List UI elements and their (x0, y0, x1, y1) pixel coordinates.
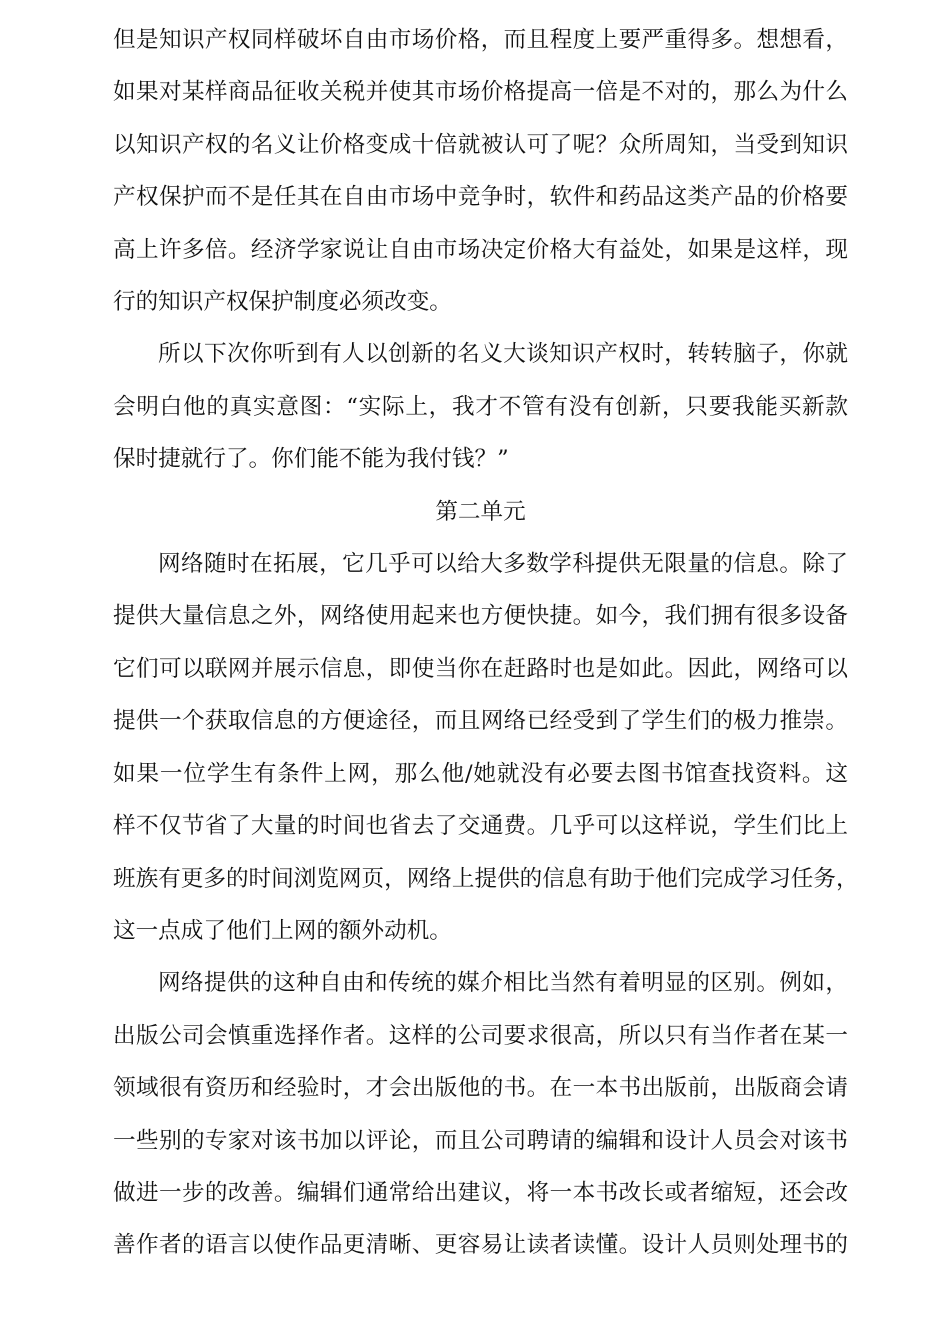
paragraph-publishing (113, 957, 848, 1271)
paragraph-ip-price (113, 14, 848, 328)
text-line: 所以下次你听到有人以创新的名义大谈知识产权时，转转脑子，你就 (158, 341, 848, 368)
paragraph-internet-info (113, 538, 859, 957)
text-line: 会明白他的真实意图：“实际上，我才不管有没有创新，只要我能买新款 (113, 393, 848, 420)
document-body (113, 14, 859, 1272)
text-line: 提供一个获取信息的方便途径，而且网络已经受到了学生们的极力推崇。 (113, 708, 848, 735)
text-line: 高上许多倍。经济学家说让自由市场决定价格大有益处，如果是这样，现 (113, 236, 848, 263)
text-line: 它们可以联网并展示信息，即使当你在赶路时也是如此。因此，网络可以 (113, 655, 848, 682)
paragraph-porsche-quote (113, 328, 848, 485)
text-line: 一些别的专家对该书加以评论，而且公司聘请的编辑和设计人员会对该书 (113, 1127, 848, 1154)
text-line: 以知识产权的名义让价格变成十倍就被认可了呢？众所周知，当受到知识 (113, 131, 848, 158)
text-line: 网络提供的这种自由和传统的媒介相比当然有着明显的区别。例如， (158, 970, 848, 997)
text-line: 善作者的语言以使作品更清晰、更容易让读者读懂。设计人员则处理书的 (113, 1232, 848, 1259)
text-line: 出版公司会慎重选择作者。这样的公司要求很高，所以只有当作者在某一 (113, 1022, 848, 1049)
text-line: 保时捷就行了。你们能不能为我付钱？” (113, 446, 509, 473)
text-line: 提供大量信息之外，网络使用起来也方便快捷。如今，我们拥有很多设备 (113, 603, 848, 630)
text-line: 样不仅节省了大量的时间也省去了交通费。几乎可以这样说，学生们比上 (113, 813, 848, 840)
text-line: 领域很有资历和经验时，才会出版他的书。在一本书出版前，出版商会请 (113, 1075, 848, 1102)
text-line: 网络随时在拓展，它几乎可以给大多数学科提供无限量的信息。除了 (158, 551, 848, 578)
text-line: 这一点成了他们上网的额外动机。 (113, 917, 452, 944)
text-line: 做进一步的改善。编辑们通常给出建议，将一本书改长或者缩短，还会改 (113, 1179, 848, 1206)
text-line: 但是知识产权同样破坏自由市场价格，而且程度上要严重得多。想想看， (113, 27, 848, 53)
text-line: 如果对某样商品征收关税并使其市场价格提高一倍是不对的，那么为什么 (113, 79, 848, 106)
text-line: 班族有更多的时间浏览网页，网络上提供的信息有助于他们完成学习任务， (113, 865, 859, 892)
text-line: 产权保护而不是任其在自由市场中竞争时，软件和药品这类产品的价格要 (113, 184, 848, 211)
text-line: 行的知识产权保护制度必须改变。 (113, 289, 452, 316)
text-line: 如果一位学生有条件上网，那么他/她就没有必要去图书馆查找资料。这 (113, 760, 848, 787)
section-heading: 第二单元 (435, 498, 526, 525)
